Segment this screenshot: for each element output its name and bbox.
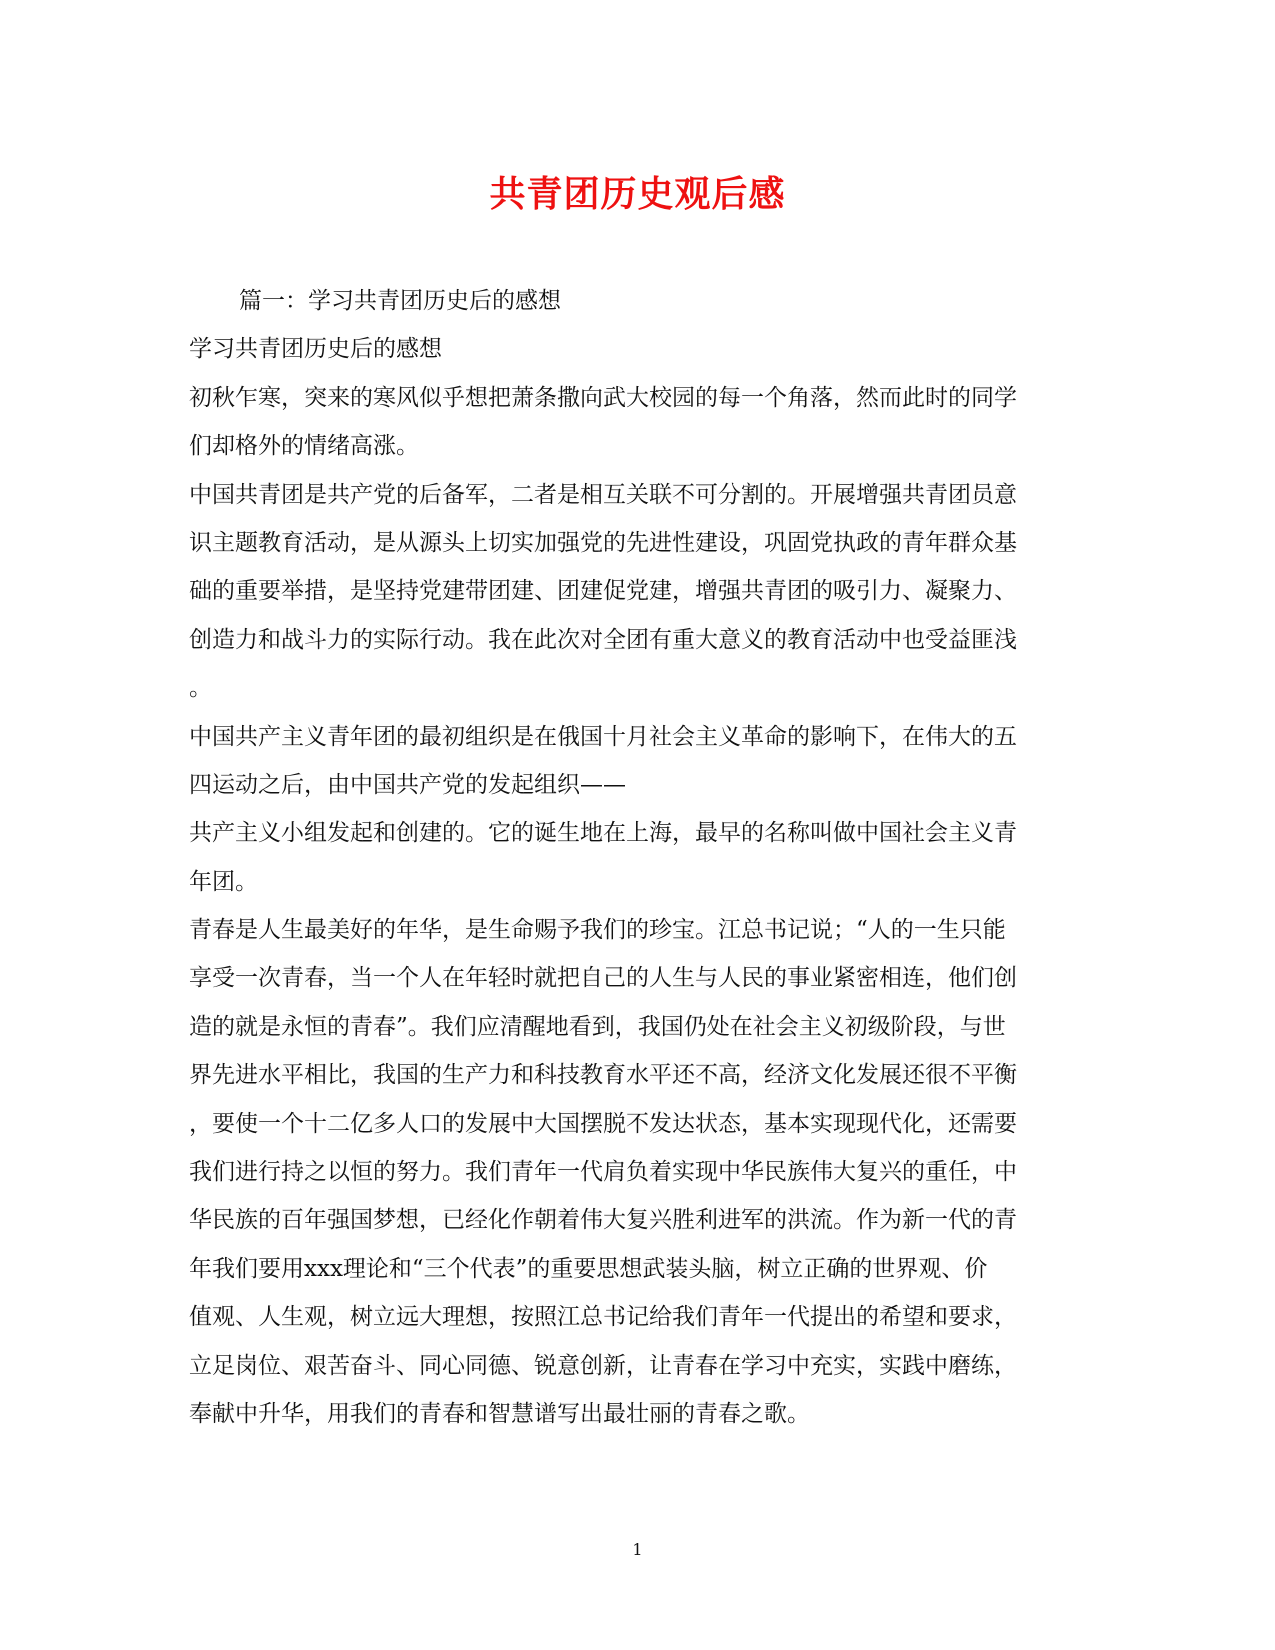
document-title: 共青团历史观后感 xyxy=(489,173,786,215)
body-line: 造的就是永恒的青春”。我们应清醒地看到，我国仍处在社会主义初级阶段，与世 xyxy=(189,1013,1006,1040)
body-line: 我们进行持之以恒的努力。我们青年一代肩负着实现中华民族伟大复兴的重任，中 xyxy=(189,1159,1017,1186)
body-line: 值观、人生观，树立远大理想，按照江总书记给我们青年一代提出的希望和要求， xyxy=(189,1304,1017,1331)
body-line: 享受一次青春，当一个人在年轻时就把自己的人生与人民的事业紧密相连，他们创 xyxy=(189,965,1017,992)
body-line: 青春是人生最美好的年华，是生命赐予我们的珍宝。江总书记说；“人的一生只能 xyxy=(189,917,1006,944)
body-line: 中国共产主义青年团的最初组织是在俄国十月社会主义革命的影响下，在伟大的五 xyxy=(189,723,1017,750)
body-line: 中国共青团是共产党的后备军，二者是相互关联不可分割的。开展增强共青团员意 xyxy=(189,481,1017,508)
body-line: 。 xyxy=(189,675,212,702)
body-line: 们却格外的情绪高涨。 xyxy=(189,433,419,460)
body-line: 四运动之后，由中国共产党的发起组织—— xyxy=(189,771,626,798)
body-line: 础的重要举措，是坚持党建带团建、团建促党建，增强共青团的吸引力、凝聚力、 xyxy=(189,578,1017,605)
body-line: 奉献中升华，用我们的青春和智慧谱写出最壮丽的青春之歌。 xyxy=(189,1400,810,1427)
body-line: 年团。 xyxy=(189,868,258,895)
section-heading: 篇一：学习共青团历史后的感想 xyxy=(239,288,561,314)
body-line: 识主题教育活动，是从源头上切实加强党的先进性建设，巩固党执政的青年群众基 xyxy=(189,529,1017,556)
body-line: 初秋乍寒，突来的寒风似乎想把萧条撒向武大校园的每一个角落，然而此时的同学 xyxy=(189,384,1017,411)
body-line: 共产主义小组发起和创建的。它的诞生地在上海，最早的名称叫做中国社会主义青 xyxy=(189,820,1017,847)
body-line: ，要使一个十二亿多人口的发展中大国摆脱不发达状态，基本实现现代化，还需要 xyxy=(189,1110,1017,1137)
document-body xyxy=(189,286,1089,1447)
subheading-line: 学习共青团历史后的感想 xyxy=(189,336,442,363)
body-line: 界先进水平相比，我国的生产力和科技教育水平还不高，经济文化发展还很不平衡 xyxy=(189,1062,1017,1089)
page-number: 1 xyxy=(632,1540,643,1559)
body-line: 年我们要用xxx理论和“三个代表”的重要思想武装头脑，树立正确的世界观、价 xyxy=(189,1255,988,1282)
body-line: 创造力和战斗力的实际行动。我在此次对全团有重大意义的教育活动中也受益匪浅 xyxy=(189,626,1017,653)
body-line: 华民族的百年强国梦想，已经化作朝着伟大复兴胜利进军的洪流。作为新一代的青 xyxy=(189,1207,1017,1234)
body-line: 立足岗位、艰苦奋斗、同心同德、锐意创新，让青春在学习中充实，实践中磨练， xyxy=(189,1352,1017,1379)
